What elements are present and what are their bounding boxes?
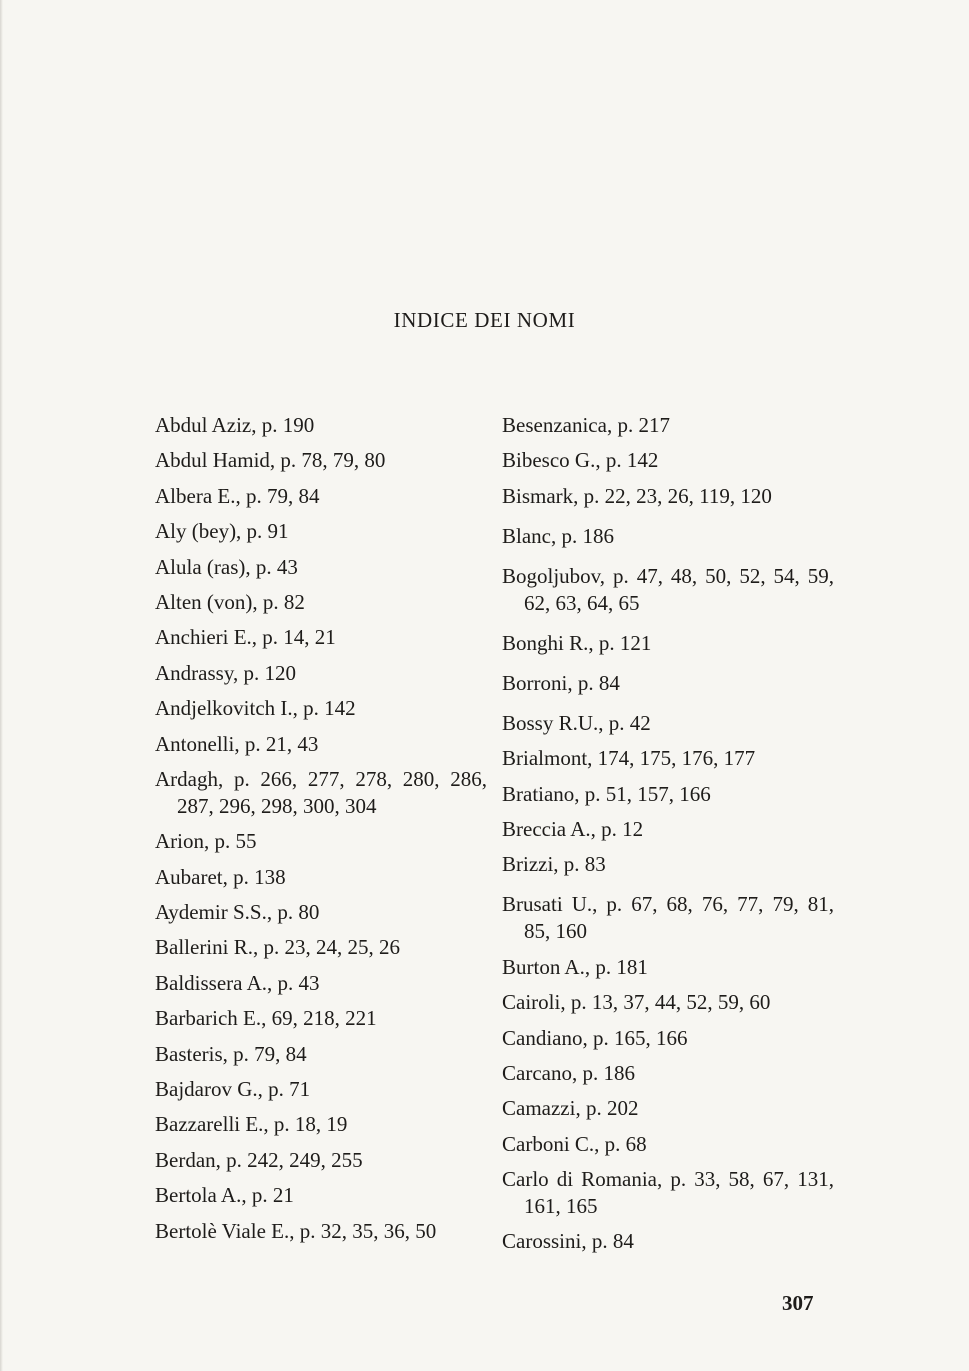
page-number: 307 <box>782 1291 814 1315</box>
index-entry: Brialmont, 174, 175, 176, 177 <box>502 746 756 771</box>
index-entry: Bogoljubov, p. 47, 48, 50, 52, 54, 59, 62, 63, 64, 65 <box>502 563 834 615</box>
index-entry: Andrassy, p. 120 <box>155 660 296 685</box>
index-entry: Barbarich E., 69, 218, 221 <box>155 1006 377 1031</box>
index-entry: Andjelkovitch I., p. 142 <box>155 696 356 721</box>
index-entry: Berdan, p. 242, 249, 255 <box>155 1147 363 1172</box>
index-entry: Ballerini R., p. 23, 24, 25, 26 <box>155 935 400 960</box>
index-entry: Bonghi R., p. 121 <box>502 630 652 655</box>
index-entry: Aubaret, p. 138 <box>155 864 286 889</box>
index-entry: Bismark, p. 22, 23, 26, 119, 120 <box>502 483 772 508</box>
index-entry: Albera E., p. 79, 84 <box>155 483 320 508</box>
index-entry: Ardagh, p. 266, 277, 278, 280, 286, 287, 296, 298, 300, 304 <box>155 766 487 818</box>
index-entry: Abdul Aziz, p. 190 <box>155 413 315 437</box>
index-entry: Blanc, p. 186 <box>502 523 614 548</box>
index-column-right <box>502 412 834 1255</box>
index-entry: Bajdarov G., p. 71 <box>155 1077 311 1102</box>
index-entry: Camazzi, p. 202 <box>502 1096 639 1121</box>
index-entry: Antonelli, p. 21, 43 <box>155 731 319 756</box>
index-entry: Brizzi, p. 83 <box>502 852 606 877</box>
index-entry: Candiano, p. 165, 166 <box>502 1025 688 1050</box>
index-entry: Carboni C., p. 68 <box>502 1131 647 1156</box>
index-entry: Aydemir S.S., p. 80 <box>155 900 320 925</box>
index-entry: Borroni, p. 84 <box>502 670 620 695</box>
index-entry: Breccia A., p. 12 <box>502 816 644 841</box>
index-entry: Anchieri E., p. 14, 21 <box>155 625 336 650</box>
index-entry: Bertolè Viale E., p. 32, 35, 36, 50 <box>155 1218 437 1243</box>
index-entry: Aly (bey), p. 91 <box>155 519 289 544</box>
index-entry: Burton A., p. 181 <box>502 954 648 979</box>
index-entry: Bratiano, p. 51, 157, 166 <box>502 781 711 806</box>
index-entry: Bibesco G., p. 142 <box>502 448 659 473</box>
index-entry: Carlo di Romania, p. 33, 58, 67, 131, 161, 165 <box>502 1167 834 1219</box>
index-column-left <box>155 412 487 1245</box>
index-entry: Carossini, p. 84 <box>502 1229 634 1254</box>
index-entry: Brusati U., p. 67, 68, 76, 77, 79, 81, 85, 160 <box>502 892 834 944</box>
index-entry: Baldissera A., p. 43 <box>155 970 320 995</box>
index-entry: Carcano, p. 186 <box>502 1060 635 1085</box>
index-title: INDICE DEI NOMI <box>393 308 576 332</box>
index-entry: Besenzanica, p. 217 <box>502 413 670 437</box>
index-entry: Bazzarelli E., p. 18, 19 <box>155 1112 348 1137</box>
index-entry: Basteris, p. 79, 84 <box>155 1041 307 1066</box>
index-entry: Bertola A., p. 21 <box>155 1183 294 1208</box>
index-entry: Arion, p. 55 <box>155 829 257 854</box>
index-entry: Cairoli, p. 13, 37, 44, 52, 59, 60 <box>502 990 771 1015</box>
index-entry: Alula (ras), p. 43 <box>155 554 298 579</box>
index-entry: Bossy R.U., p. 42 <box>502 710 651 735</box>
index-entry: Alten (von), p. 82 <box>155 589 305 614</box>
page-edge-shadow <box>0 0 3 1371</box>
index-entry: Abdul Hamid, p. 78, 79, 80 <box>155 448 386 473</box>
